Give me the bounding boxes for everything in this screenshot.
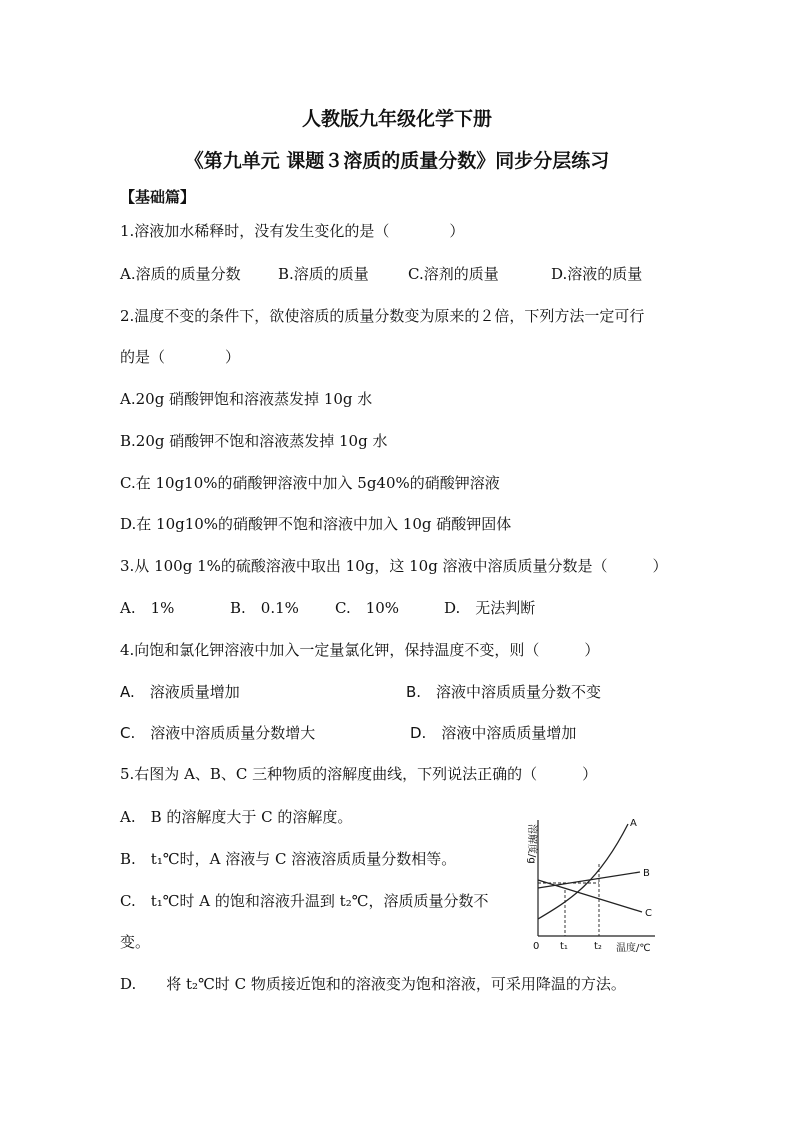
origin-label: 0 (533, 941, 540, 952)
question-3-option-c: C. 10% (335, 599, 400, 617)
question-2-option-d: D.在 10g10%的硝酸钾不饱和溶液中加入 10g 硝酸钾固体 (120, 515, 512, 533)
question-3-option-b: B. 0.1% (230, 599, 299, 617)
question-3-option-a: A. 1% (120, 599, 175, 617)
question-4-option-a: A. 溶液质量增加 (120, 683, 240, 701)
question-4-option-c: C. 溶液中溶质质量分数增大 (120, 724, 316, 742)
question-4-option-b: B. 溶液中溶质质量分数不变 (406, 683, 602, 701)
question-3-option-d: D. 无法判断 (444, 599, 536, 617)
question-2-option-b: B.20g 硝酸钾不饱和溶液蒸发掉 10g 水 (120, 432, 388, 450)
question-2-option-a: A.20g 硝酸钾饱和溶液蒸发掉 10g 水 (120, 390, 373, 408)
question-2-stem-line2: 的是（ ） (120, 348, 241, 366)
question-5-option-a: A. B 的溶解度大于 C 的溶解度。 (120, 808, 353, 826)
curve-b (538, 872, 640, 888)
curve-a-label: A (630, 818, 637, 829)
question-4-option-d: D. 溶液中溶质质量增加 (410, 724, 577, 742)
question-3-stem: 3.从 100g 1%的硫酸溶液中取出 10g，这 10g 溶液中溶质质量分数是（ ） (120, 557, 668, 575)
question-5-option-d: D. 将 t₂℃时 C 物质接近饱和的溶液变为饱和溶液，可采用降温的方法。 (120, 975, 626, 993)
curve-c (538, 880, 642, 912)
question-1-stem: 1.溶液加水稀释时，没有发生变化的是（ ） (120, 222, 465, 240)
question-1-option-d: D.溶液的质量 (551, 265, 643, 283)
axes (538, 820, 655, 936)
question-1-option-b: B.溶质的质量 (278, 265, 369, 283)
question-4-stem: 4.向饱和氯化钾溶液中加入一定量氯化钾，保持温度不变，则（ ） (120, 641, 600, 659)
question-5-stem: 5.右图为 A、B、C 三种物质的溶解度曲线，下列说法正确的（ ） (120, 765, 598, 783)
x-axis-label: 温度/℃ (616, 943, 651, 954)
question-1-option-c: C.溶剂的质量 (408, 265, 499, 283)
page-title: 人教版九年级化学下册 (301, 108, 492, 130)
t2-label: t₂ (594, 941, 602, 952)
curve-c-label: C (645, 908, 652, 919)
solubility-curve-figure (526, 818, 665, 958)
question-1-option-a: A.溶质的质量分数 (120, 265, 241, 283)
question-2-option-c: C.在 10g10%的硝酸钾溶液中加入 5g40%的硝酸钾溶液 (120, 474, 500, 492)
page-subtitle: 《第九单元 课题３溶质的质量分数》同步分层练习 (184, 150, 610, 172)
question-2-stem-line1: 2.温度不变的条件下，欲使溶质的质量分数变为原来的２倍，下列方法一定可行 (120, 307, 645, 325)
y-axis-label: 溶解度/g (526, 824, 537, 864)
t1-label: t₁ (560, 941, 568, 952)
question-5-option-c-cont: 变。 (120, 933, 151, 951)
question-5-option-b: B. t₁℃时，A 溶液与 C 溶液溶质质量分数相等。 (120, 850, 457, 868)
section-label: 【基础篇】 (120, 188, 196, 206)
curve-a (538, 824, 628, 919)
curve-b-label: B (643, 868, 650, 879)
question-5-option-c: C. t₁℃时 A 的饱和溶液升温到 t₂℃，溶质质量分数不 (120, 892, 489, 910)
